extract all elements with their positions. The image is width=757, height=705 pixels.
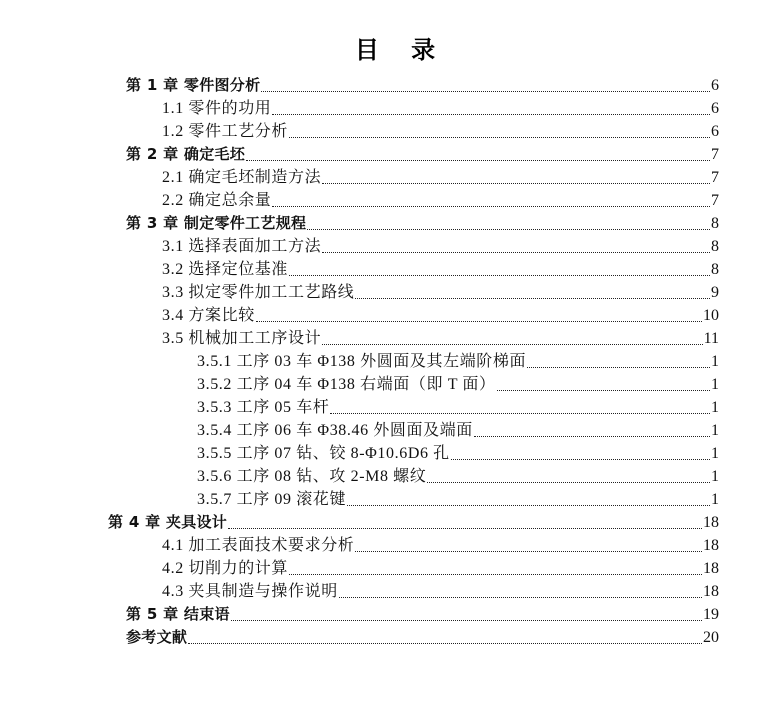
toc-entry-label: 4.2 切削力的计算 xyxy=(162,560,289,577)
toc-entry-page: 8 xyxy=(711,215,719,232)
toc-entry-4-2[interactable] xyxy=(162,557,719,580)
toc-entry-references[interactable] xyxy=(126,626,719,649)
toc-entry-1-2[interactable] xyxy=(162,120,719,143)
toc-entry-label: 3.5 机械加工工序设计 xyxy=(162,330,322,347)
toc-entry-4-1[interactable] xyxy=(162,534,719,557)
toc-entry-label: 3.1 选择表面加工方法 xyxy=(162,238,322,255)
toc-entry-page: 7 xyxy=(711,169,719,186)
dot-leader xyxy=(355,281,710,304)
toc-entry-label: 3.5.3 工序 05 车杆 xyxy=(197,399,330,416)
toc-entry-page: 18 xyxy=(703,514,719,531)
toc-entry-3-4[interactable] xyxy=(162,304,719,327)
toc-entry-page: 20 xyxy=(703,629,719,646)
toc-entry-3-5[interactable] xyxy=(162,327,719,350)
toc-entry-chapter-4[interactable] xyxy=(108,511,719,534)
toc-entry-label: 4.1 加工表面技术要求分析 xyxy=(162,537,355,554)
toc-entry-label: 2.1 确定毛坯制造方法 xyxy=(162,169,322,186)
toc-entry-page: 11 xyxy=(703,330,719,347)
dot-leader xyxy=(347,488,710,511)
dot-leader xyxy=(322,166,710,189)
dot-leader xyxy=(330,396,710,419)
toc-entry-page: 18 xyxy=(703,560,719,577)
dot-leader xyxy=(228,511,702,534)
toc-entry-chapter-3[interactable] xyxy=(126,212,719,235)
toc-entry-label: 2.2 确定总余量 xyxy=(162,192,272,209)
toc-entry-page: 10 xyxy=(703,307,719,324)
toc-entry-label: 第 1 章 零件图分析 xyxy=(126,76,261,94)
dot-leader xyxy=(188,626,702,649)
toc-entry-page: 1 xyxy=(711,422,719,439)
toc-entry-label: 3.2 选择定位基准 xyxy=(162,261,289,278)
dot-leader xyxy=(322,235,710,258)
toc-entry-page: 8 xyxy=(711,238,719,255)
dot-leader xyxy=(322,327,702,350)
toc-entry-3-5-3[interactable] xyxy=(197,396,719,419)
toc-entry-1-1[interactable] xyxy=(162,97,719,120)
dot-leader xyxy=(231,603,702,626)
dot-leader xyxy=(355,534,702,557)
toc-entry-page: 19 xyxy=(703,606,719,623)
toc-entry-2-1[interactable] xyxy=(162,166,719,189)
toc-entry-page: 6 xyxy=(711,123,719,140)
dot-leader xyxy=(451,442,710,465)
toc-entry-label: 3.5.2 工序 04 车 Φ138 右端面（即 T 面） xyxy=(197,376,496,393)
dot-leader xyxy=(527,350,710,373)
dot-leader xyxy=(272,189,710,212)
toc-entry-3-5-1[interactable] xyxy=(197,350,719,373)
dot-leader xyxy=(246,143,710,166)
toc-entry-page: 1 xyxy=(711,353,719,370)
dot-leader xyxy=(497,373,710,396)
toc-entry-label: 3.5.4 工序 06 车 Φ38.46 外圆面及端面 xyxy=(197,422,473,439)
toc-entry-page: 9 xyxy=(711,284,719,301)
toc-entry-page: 6 xyxy=(711,77,719,94)
toc-entry-label: 1.2 零件工艺分析 xyxy=(162,123,289,140)
toc-entry-chapter-2[interactable] xyxy=(126,143,719,166)
dot-leader xyxy=(474,419,710,442)
toc-entry-page: 18 xyxy=(703,583,719,600)
dot-leader xyxy=(289,258,710,281)
toc-entry-3-5-5[interactable] xyxy=(197,442,719,465)
toc-entry-3-1[interactable] xyxy=(162,235,719,258)
toc-entry-3-5-4[interactable] xyxy=(197,419,719,442)
toc-entry-3-3[interactable] xyxy=(162,281,719,304)
toc-entry-3-5-7[interactable] xyxy=(197,488,719,511)
toc-entry-label: 参考文献 xyxy=(126,628,188,646)
toc-entry-3-2[interactable] xyxy=(162,258,719,281)
toc-entry-page: 6 xyxy=(711,100,719,117)
dot-leader xyxy=(307,212,710,235)
dot-leader xyxy=(339,580,702,603)
toc-entry-3-5-6[interactable] xyxy=(197,465,719,488)
toc-entry-label: 3.5.5 工序 07 钻、铰 8-Φ10.6D6 孔 xyxy=(197,445,450,462)
toc-entry-page: 8 xyxy=(711,261,719,278)
dot-leader xyxy=(261,74,710,97)
dot-leader xyxy=(427,465,710,488)
toc-entry-label: 1.1 零件的功用 xyxy=(162,100,272,117)
dot-leader xyxy=(256,304,702,327)
toc-entry-page: 1 xyxy=(711,399,719,416)
toc-entry-label: 3.5.7 工序 09 滚花键 xyxy=(197,491,347,508)
toc-entry-label: 第 5 章 结束语 xyxy=(126,605,230,623)
toc-entry-2-2[interactable] xyxy=(162,189,719,212)
toc-entry-page: 1 xyxy=(711,491,719,508)
dot-leader xyxy=(289,120,710,143)
toc-entry-label: 3.4 方案比较 xyxy=(162,307,255,324)
toc-entry-page: 7 xyxy=(711,192,719,209)
toc-entry-label: 3.5.6 工序 08 钻、攻 2-M8 螺纹 xyxy=(197,468,427,485)
toc-entry-page: 7 xyxy=(711,146,719,163)
page-title: 目 录 xyxy=(354,36,448,64)
toc-entry-chapter-1[interactable] xyxy=(126,74,719,97)
dot-leader xyxy=(272,97,710,120)
dot-leader xyxy=(289,557,702,580)
toc-entry-chapter-5[interactable] xyxy=(126,603,719,626)
toc-entry-3-5-2[interactable] xyxy=(197,373,719,396)
toc-entry-label: 4.3 夹具制造与操作说明 xyxy=(162,583,338,600)
toc-entry-page: 18 xyxy=(703,537,719,554)
toc-entry-4-3[interactable] xyxy=(162,580,719,603)
toc-entry-label: 3.3 拟定零件加工工艺路线 xyxy=(162,284,355,301)
toc-entry-label: 第 4 章 夹具设计 xyxy=(108,513,228,531)
toc-entry-label: 第 2 章 确定毛坯 xyxy=(126,145,246,163)
toc-entry-label: 3.5.1 工序 03 车 Φ138 外圆面及其左端阶梯面 xyxy=(197,353,527,370)
toc-entry-page: 1 xyxy=(711,376,719,393)
toc-entry-label: 第 3 章 制定零件工艺规程 xyxy=(126,214,307,232)
toc-entry-page: 1 xyxy=(711,445,719,462)
toc-entry-page: 1 xyxy=(711,468,719,485)
